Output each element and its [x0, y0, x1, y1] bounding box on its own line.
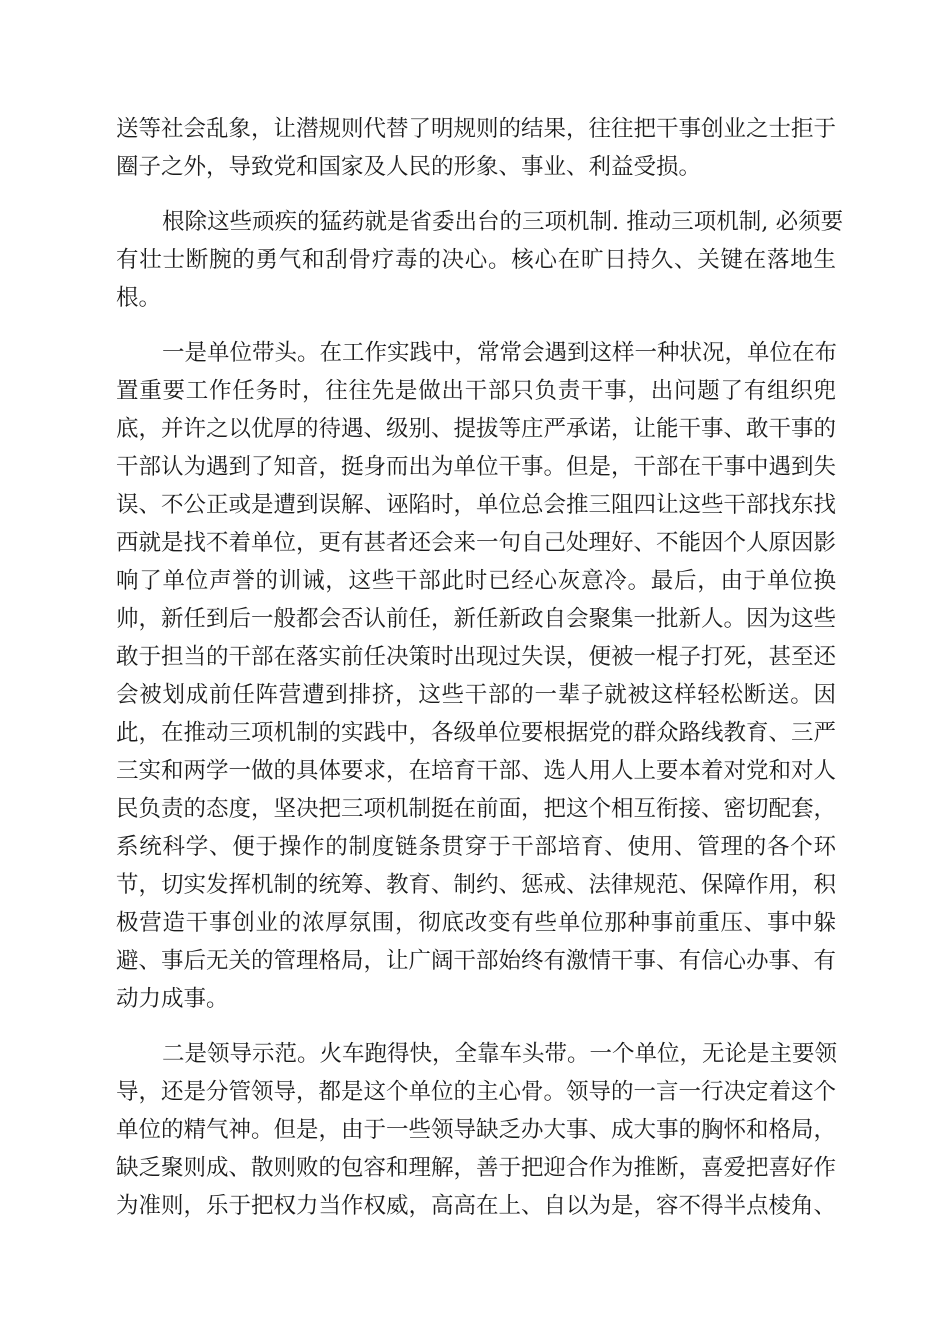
text-line: 根除这些顽疾的猛药就是省委出台的三项机制. 推动三项机制, 必须要 — [162, 209, 844, 235]
text-line: 三实和两学一做的具体要求，在培育干部、选人用人上要本着对党和对人 — [116, 758, 837, 784]
text-line: 一是单位带头。在工作实践中，常常会遇到这样一种状况，单位在布 — [162, 340, 838, 366]
text-line: 此，在推动三项机制的实践中，各级单位要根据党的群众路线教育、三严 — [116, 720, 837, 746]
text-line: 节，切实发挥机制的统筹、教育、制约、惩戒、法律规范、保障作用，积 — [116, 872, 837, 898]
text-line: 帅，新任到后一般都会否认前任，新任新政自会聚集一批新人。因为这些 — [116, 606, 837, 632]
text-line: 避、事后无关的管理格局，让广阔干部始终有激情干事、有信心办事、有 — [116, 948, 837, 974]
text-line: 送等社会乱象，让潜规则代替了明规则的结果，往往把干事创业之士拒于 — [116, 116, 837, 142]
text-line: 敢于担当的干部在落实前任决策时出现过失误，便被一棍子打死，甚至还 — [116, 644, 837, 670]
text-line: 极营造干事创业的浓厚氛围，彻底改变有些单位那种事前重压、事中躲 — [116, 910, 836, 936]
text-line: 干部认为遇到了知音，挺身而出为单位干事。但是，干部在干事中遇到失 — [116, 454, 837, 480]
text-line: 民负责的态度，坚决把三项机制挺在前面，把这个相互衔接、密切配套， — [116, 796, 837, 822]
text-line: 置重要工作任务时，往往先是做出干部只负责干事，出问题了有组织兜 — [116, 378, 836, 404]
text-line: 根。 — [116, 285, 162, 311]
text-line: 底，并许之以优厚的待遇、级别、提拔等庄严承诺，让能干事、敢干事的 — [116, 416, 837, 442]
text-line: 西就是找不着单位，更有甚者还会来一句自己处理好、不能因个人原因影 — [116, 530, 837, 556]
text-line: 有壮士断腕的勇气和刮骨疗毒的决心。核心在旷日持久、关键在落地生 — [116, 247, 836, 273]
text-line: 单位的精气神。但是，由于一些领导缺乏办大事、成大事的胸怀和格局， — [116, 1117, 837, 1143]
text-line: 误、不公正或是遭到误解、诬陷时，单位总会推三阻四让这些干部找东找 — [116, 492, 837, 518]
text-line: 响了单位声誉的训诫，这些干部此时已经心灰意冷。最后，由于单位换 — [116, 568, 836, 594]
text-line: 系统科学、便于操作的制度链条贯穿于干部培育、使用、管理的各个环 — [116, 834, 836, 860]
text-line: 会被划成前任阵营遭到排挤，这些干部的一辈子就被这样轻松断送。因 — [116, 682, 836, 708]
text-line: 动力成事。 — [116, 986, 229, 1012]
text-line: 缺乏聚则成、散则败的包容和理解，善于把迎合作为推断，喜爱把喜好作 — [116, 1155, 837, 1181]
text-line: 导，还是分管领导，都是这个单位的主心骨。领导的一言一行决定着这个 — [116, 1079, 837, 1105]
text-line: 圈子之外，导致党和国家及人民的形象、事业、利益受损。 — [116, 154, 702, 180]
text-line: 为准则，乐于把权力当作权威，高高在上、自以为是，容不得半点棱角、 — [116, 1193, 837, 1219]
text-line: 二是领导示范。火车跑得快，全靠车头带。一个单位，无论是主要领 — [162, 1041, 838, 1067]
